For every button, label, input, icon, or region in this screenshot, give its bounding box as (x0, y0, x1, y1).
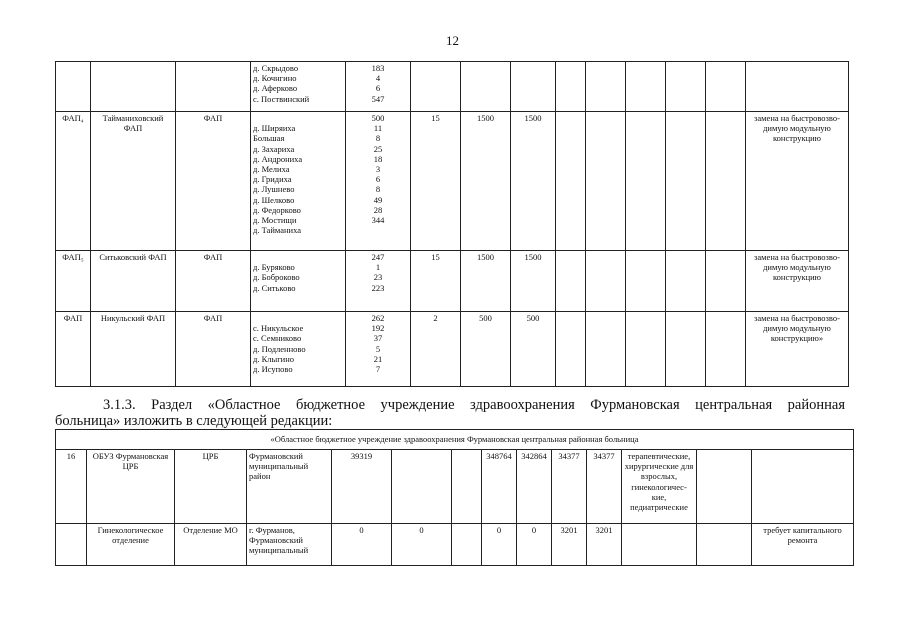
page-number: 12 (446, 33, 459, 48)
population-value: 6 (375, 174, 381, 185)
table-row (56, 112, 849, 251)
population-value: 28 (373, 204, 383, 215)
value-cell: 500 (461, 312, 511, 387)
hospital-table (55, 429, 854, 566)
value-cell: 342864 (517, 450, 552, 524)
fap-code: ФАП (56, 312, 91, 387)
institution-type: ЦРБ (175, 450, 247, 524)
place-name: д. Аферково (253, 83, 298, 94)
value-cell: 15 (411, 112, 461, 251)
population-total: 262 (371, 313, 385, 323)
section-line-2: больница» изложить в следующей редакции: (55, 413, 333, 429)
value-cell: 2 (411, 312, 461, 387)
value-cell: 3201 (587, 524, 622, 566)
section-line-1: 3.1.3. Раздел «Областное бюджетное учреждение здравоохранения Фурмановская центральная районная (103, 397, 845, 413)
place-name: д. Гридиха (253, 174, 292, 185)
population-value: 7 (375, 364, 381, 375)
value-cell: 34377 (587, 450, 622, 524)
note-cell: замена на быстровозво-димую модульную конструкцию (746, 112, 849, 251)
place-name: д. Скрыдово (253, 63, 299, 73)
area-cell: г. Фурманов, Фурмановский муниципальный (247, 524, 332, 566)
population-value: 344 (371, 215, 385, 226)
table-row (56, 312, 849, 387)
fap-name: Никульский ФАП (91, 312, 176, 387)
department-name: Гинекологическое отделение (87, 524, 175, 566)
area-cell: Фурмановский муниципальный район (247, 450, 332, 524)
population-value: 4 (375, 73, 381, 84)
population-value: 8 (375, 133, 381, 144)
place-name: с. Поствинский (253, 93, 310, 104)
population-value: 23 (373, 272, 383, 283)
department-type: Отделение МО (175, 524, 247, 566)
table-row (56, 450, 854, 524)
place-name: Большая (253, 133, 285, 144)
note-cell: требует капитального ремонта (752, 524, 854, 566)
place-name: д. Федорково (253, 204, 301, 215)
value-cell: 34377 (552, 450, 587, 524)
value-cell: 1500 (461, 112, 511, 251)
fap-name: Ситьковский ФАП (91, 251, 176, 312)
value-cell: 0 (392, 524, 452, 566)
population-value: 25 (373, 143, 383, 154)
value-cell: 15 (411, 251, 461, 312)
value-cell: 348764 (482, 450, 517, 524)
population-value: 18 (373, 153, 383, 164)
value-cell: 1500 (461, 251, 511, 312)
place-name: д. Мелиха (253, 164, 290, 174)
population-value: 183 (371, 63, 385, 73)
place-name: д. Боброково (253, 272, 300, 283)
place-name: д. Подленново (253, 343, 306, 354)
place-name: д. Андрониха (253, 153, 303, 164)
population-value: 37 (373, 333, 383, 344)
profile-cell: терапевтические, хирургические для взрослых, гинекологичес-кие, педиатрические (622, 450, 697, 524)
note-cell: замена на быстровозво-димую модульную конструкцию (746, 251, 849, 312)
population-value: 8 (375, 184, 381, 195)
population-value: 223 (371, 282, 385, 293)
fap-code: ФАП₅ (56, 251, 91, 312)
place-name: с. Семниково (253, 333, 302, 344)
place-name: д. Тайманиха (253, 225, 301, 236)
place-name: д. Клыгино (253, 353, 295, 364)
place-name: с. Никульское (253, 323, 304, 334)
place-name: д. Ширяиха (253, 123, 296, 134)
place-name: д. Исупово (253, 364, 293, 374)
table-row (56, 251, 849, 312)
value-cell: 1500 (511, 112, 556, 251)
value-cell: 0 (517, 524, 552, 566)
population-value: 1 (375, 262, 381, 273)
place-name: д. Лушнево (253, 184, 295, 195)
place-name: д. Захариха (253, 143, 295, 154)
value-cell: 3201 (552, 524, 587, 566)
value-cell: 0 (482, 524, 517, 566)
row-number: 16 (56, 450, 87, 524)
fap-type: ФАП (176, 312, 251, 387)
population-total: 247 (371, 252, 385, 262)
value-cell: 500 (511, 312, 556, 387)
table-row (56, 430, 854, 450)
value-cell: 39319 (332, 450, 392, 524)
population-value: 49 (373, 194, 383, 205)
table-row (56, 62, 849, 112)
place-name: д. Кочнгино (253, 73, 297, 84)
population-value: 3 (375, 164, 381, 175)
place-name: д. Ситьково (253, 282, 296, 293)
population-value: 547 (371, 93, 385, 104)
population-value: 192 (371, 323, 385, 334)
place-name: д. Шелково (253, 194, 295, 205)
fap-type: ФАП (176, 112, 251, 251)
table-header: «Областное бюджетное учреждение здравоохранения Фурмановская центральная районная больница (56, 430, 854, 450)
institution-name: ОБУЗ Фурмановская ЦРБ (87, 450, 175, 524)
value-cell: 0 (332, 524, 392, 566)
fap-code: ФАП₄ (56, 112, 91, 251)
population-value: 6 (375, 83, 381, 94)
section-heading (55, 397, 845, 429)
place-name: д. Мостищи (253, 215, 297, 226)
table-row (56, 524, 854, 566)
population-value: 5 (375, 343, 381, 354)
note-cell: замена на быстровозво-димую модульную конструкцию» (746, 312, 849, 387)
population-value: 11 (373, 123, 383, 134)
value-cell: 1500 (511, 251, 556, 312)
place-name: д. Буряково (253, 262, 295, 273)
fap-table (55, 61, 849, 387)
population-value: 21 (373, 353, 383, 364)
population-total: 500 (371, 113, 385, 123)
fap-type: ФАП (176, 251, 251, 312)
value-cell (392, 450, 452, 524)
fap-name: Тайманиховский ФАП (91, 112, 176, 251)
